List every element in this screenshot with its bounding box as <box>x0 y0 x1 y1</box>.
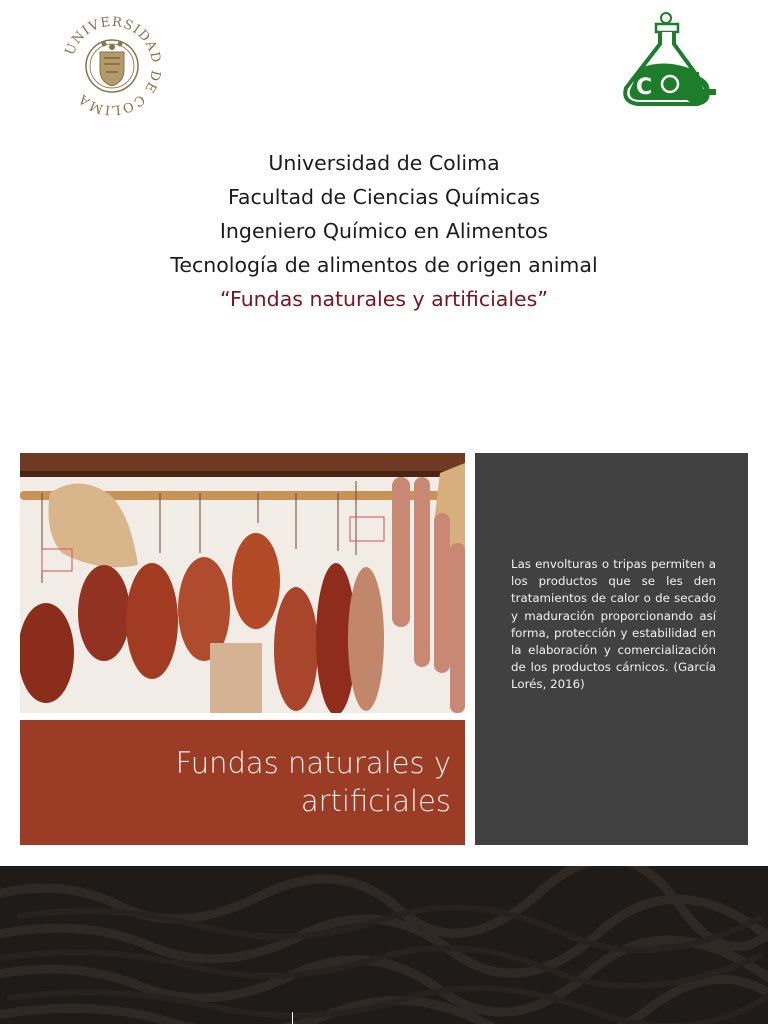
university-name: Universidad de Colima <box>268 151 500 175</box>
faculty-name: Facultad de Ciencias Químicas <box>227 185 541 209</box>
degree-name: Ingeniero Químico en Alimentos <box>219 219 549 243</box>
chemistry-flask-logo-icon <box>612 10 728 110</box>
bottom-texture-band <box>0 866 768 1024</box>
text-cursor-mark <box>292 1012 293 1024</box>
title-box-line-2: artificiales <box>300 784 451 818</box>
title-box-text <box>151 744 451 820</box>
seal-ring-text: UNIVERSIDAD DE COLIMA <box>62 14 164 118</box>
title-box <box>20 720 465 845</box>
description-text: Las envolturas o tripas permiten a los productos que se les den tratamientos de calor o de secado y maduración proporcionando así forma, protección y estabilidad en la elaboración y comercialización de los productos cárnicos. (García Lorés, 2016) <box>511 557 716 692</box>
header-block <box>0 146 768 316</box>
document-title: “Fundas naturales y artificiales” <box>220 287 548 311</box>
sausages-photo <box>20 453 465 713</box>
title-box-line-1: Fundas naturales y <box>175 746 451 780</box>
university-seal-icon <box>60 14 164 118</box>
description-box <box>475 453 748 845</box>
svg-text:C: C <box>636 75 653 100</box>
course-name: Tecnología de alimentos de origen animal <box>170 253 598 277</box>
